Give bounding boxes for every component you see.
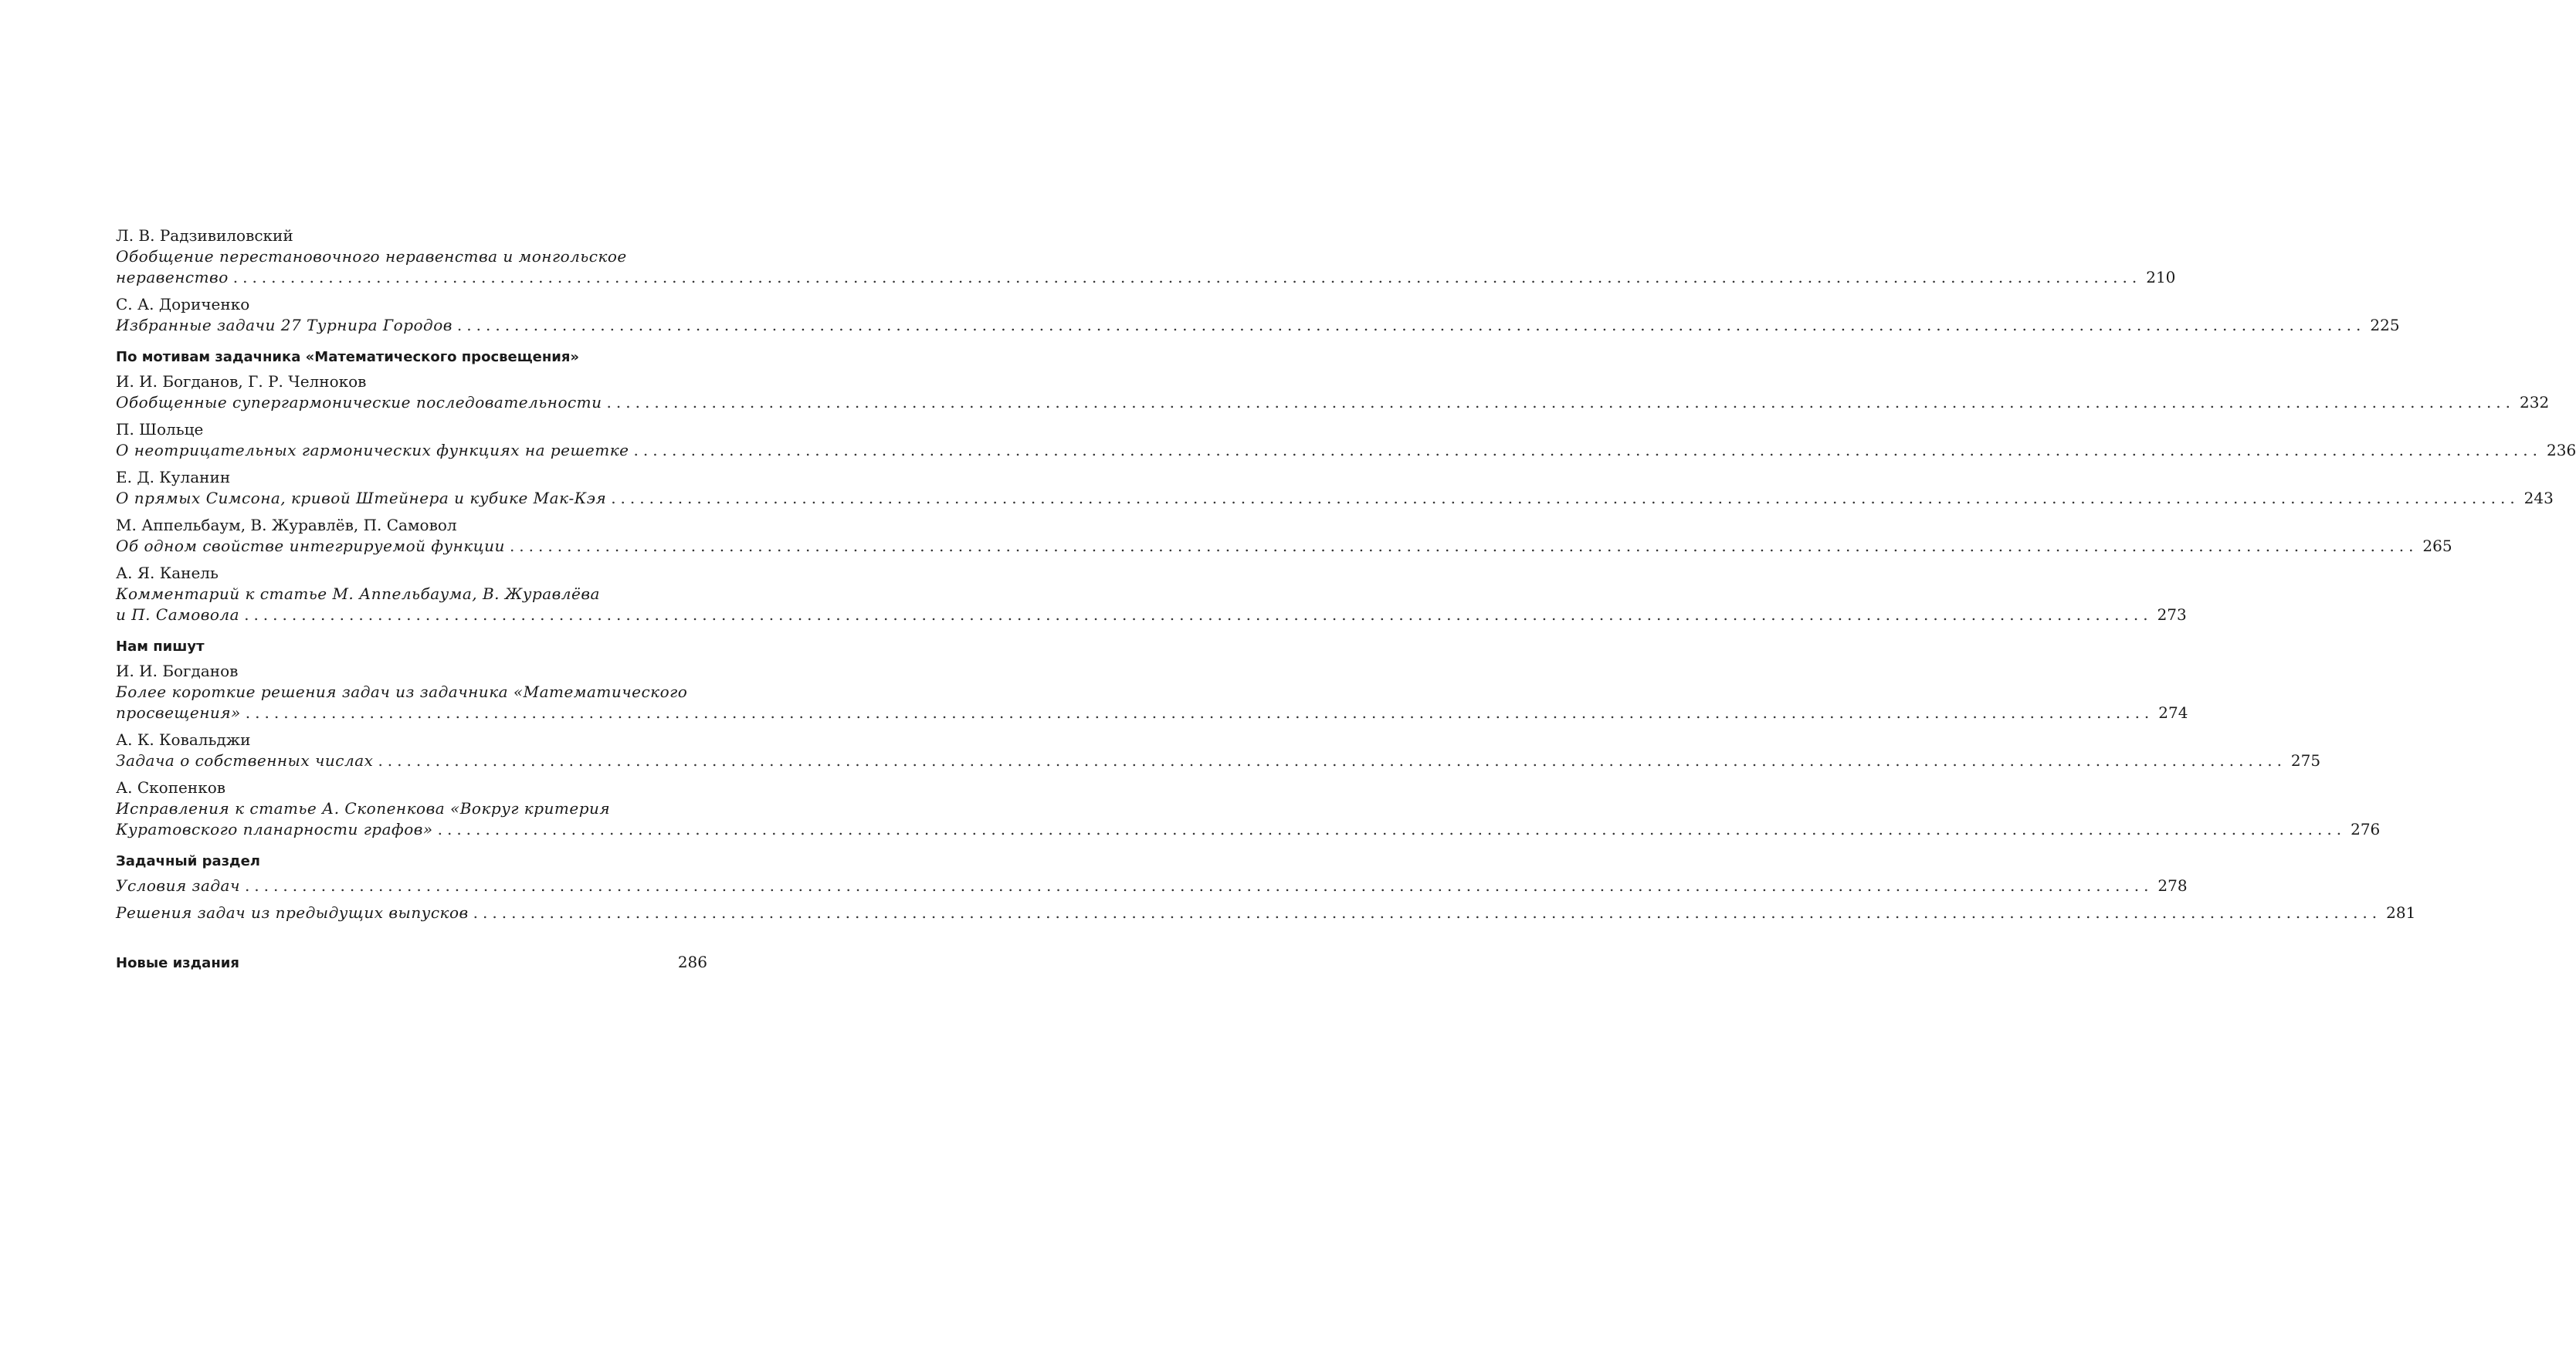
dot-leader: ........................................................................................................................................................................................................ (232, 268, 2142, 286)
toc-group-a (116, 225, 2400, 336)
entry-title-row (116, 267, 2176, 288)
section-new-editions-label: Новые издания (116, 955, 239, 971)
toc-entry[interactable] (116, 419, 2576, 461)
toc-group-d (116, 876, 2416, 923)
entry-title: Решения задач из предыдущих выпусков (116, 903, 469, 922)
dot-leader: ........................................................................................................................................................................................................ (244, 876, 2154, 895)
entry-title: О прямых Симсона, кривой Штейнера и кубике Мак-Кэя (116, 489, 607, 507)
entry-author: А. Я. Канель (116, 564, 219, 582)
entry-author: С. А. Дориченко (116, 295, 250, 313)
entry-title: просвещения» (116, 703, 241, 722)
entry-title-row (116, 876, 2188, 896)
entry-author: И. И. Богданов, Г. Р. Челноков (116, 372, 367, 391)
toc-entry[interactable] (116, 371, 2550, 413)
section-heading-letters: Нам пишут (116, 639, 205, 655)
entry-author: А. Скопенков (116, 778, 226, 797)
entry-title-row (116, 750, 2321, 771)
entry-page-number: 278 (2157, 876, 2188, 895)
section-heading-problems: Задачный раздел (116, 853, 260, 869)
dot-leader: ........................................................................................................................................................................................................ (606, 393, 2516, 412)
toc-entry[interactable] (116, 294, 2400, 336)
entry-author: Л. В. Радзивиловский (116, 226, 293, 245)
toc-group-b (116, 371, 2576, 625)
entry-title-row (116, 605, 2187, 625)
entry-title: Избранные задачи 27 Турнира Городов (116, 316, 452, 334)
entry-title: Куратовского планарности графов» (116, 820, 433, 838)
section-heading-motives: По мотивам задачника «Математического просвещения» (116, 349, 580, 365)
entry-page-number: 274 (2158, 703, 2188, 722)
toc-entry[interactable] (116, 515, 2452, 557)
toc-entry[interactable] (116, 876, 2188, 896)
toc-entry[interactable] (116, 661, 2188, 723)
entry-author: Е. Д. Куланин (116, 468, 231, 486)
entry-page-number: 236 (2547, 441, 2576, 459)
entry-title: и П. Самовола (116, 605, 240, 624)
entry-page-number: 276 (2351, 820, 2381, 838)
dot-leader: ........................................................................................................................................................................................................ (245, 703, 2154, 722)
section-new-editions (116, 951, 707, 973)
entry-title-line: Более короткие решения задач из задачника «Математического (116, 683, 688, 701)
entry-title-line: Комментарий к статье М. Аппельбаума, В. Журавлёва (116, 584, 600, 603)
entry-title-row (116, 903, 2416, 923)
entry-title-row (116, 819, 2381, 840)
toc-group-c (116, 661, 2381, 840)
toc-entry[interactable] (116, 563, 2187, 625)
dot-leader: ........................................................................................................................................................................................................ (456, 316, 2366, 334)
toc-entry[interactable] (116, 903, 2416, 923)
entry-title-row (116, 536, 2452, 557)
entry-title: Условия задач (116, 876, 240, 895)
entry-page-number: 275 (2290, 751, 2321, 770)
entry-page-number: 225 (2370, 316, 2400, 334)
entry-title: Об одном свойстве интегрируемой функции (116, 537, 505, 555)
table-of-contents (116, 225, 2576, 976)
entry-title-row (116, 392, 2550, 413)
dot-leader: ........................................................................................................................................................................................................ (633, 441, 2542, 459)
entry-author: М. Аппельбаум, В. Журавлёв, П. Самовол (116, 516, 457, 534)
entry-page-number: 210 (2146, 268, 2176, 286)
dot-leader: ........................................................................................................................................................................................................ (378, 751, 2286, 770)
entry-author: И. И. Богданов (116, 662, 239, 680)
entry-title: неравенство (116, 268, 229, 286)
dot-leader: ........................................................................................................................................................................................................ (437, 820, 2347, 838)
dot-leader: ........................................................................................................................................................................................................ (611, 489, 2520, 507)
section-new-editions-page: 286 (677, 953, 707, 971)
entry-title-line: Исправления к статье А. Скопенкова «Вокруг критерия (116, 799, 611, 818)
toc-entry[interactable] (116, 225, 2176, 288)
entry-page-number: 243 (2523, 489, 2554, 507)
dot-leader: ........................................................................................................................................................................................................ (509, 537, 2418, 555)
entry-page-number: 265 (2422, 537, 2452, 555)
dot-leader: ........................................................................................................................................................................................................ (244, 605, 2153, 624)
entry-page-number: 281 (2386, 903, 2416, 922)
entry-title: О неотрицательных гармонических функциях на решетке (116, 441, 629, 459)
toc-entry[interactable] (116, 467, 2554, 509)
dot-leader: ........................................................................................................................................................................................................ (473, 903, 2382, 922)
entry-title-row (116, 315, 2400, 336)
entry-author: П. Шольце (116, 420, 204, 439)
entry-title: Обобщенные супергармонические последовательности (116, 393, 602, 412)
entry-title-row (116, 440, 2576, 461)
entry-title-row (116, 488, 2554, 509)
entry-page-number: 273 (2157, 605, 2187, 624)
entry-title-line: Обобщение перестановочного неравенства и монгольское (116, 247, 627, 266)
entry-author: А. К. Ковальджи (116, 730, 251, 749)
entry-title: Задача о собственных числах (116, 751, 374, 770)
entry-page-number: 232 (2520, 393, 2550, 412)
toc-entry[interactable] (116, 777, 2381, 840)
entry-title-row (116, 703, 2188, 723)
toc-entry[interactable] (116, 730, 2321, 771)
